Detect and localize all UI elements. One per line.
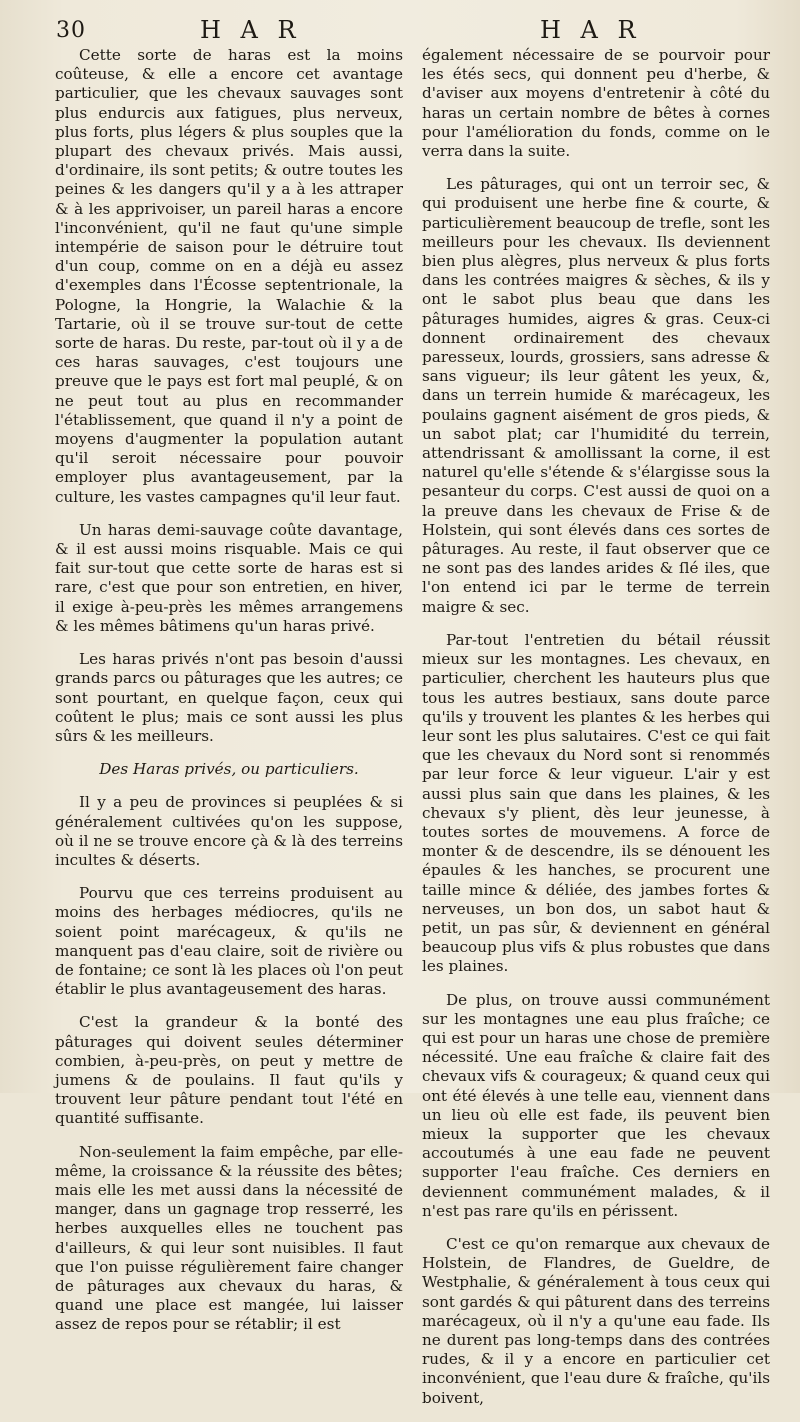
paragraph: également nécessaire de se pourvoir pour les étés secs, qui donnent peu d'herbe, & d'aviser aux moyens d'entretenir à côté du haras un certain nombre de bêtes à cornes pour l'amélioration du fonds, comme on le verra dans la suite. (422, 46, 770, 161)
running-head-right: H A R (540, 16, 642, 44)
paragraph: Non-seulement la faim empêche, par elle-même, la croissance & la réussite des bêtes; mais elle les met aussi dans la nécessité de manger, dans un gagnage trop resserré, les herbes auxquelles elles ne touchent pas d'ailleurs, & qui leur sont nuisibles. Il faut que l'on puisse régulièrement faire changer de pâturages aux chevaux du haras, & quand une place est mangée, lui laisser assez de repos pour se rétablir; il est (55, 1142, 403, 1334)
paragraph: Pourvu que ces terreins produisent au moins des herbages médiocres, qu'ils ne soient point marécageux, & qu'ils ne manquent pas d'eau claire, soit de rivière ou de fontaine; ce sont là les places où l'on peut établir le plus avantageusement des haras. (55, 884, 403, 999)
paragraph: C'est ce qu'on remarque aux chevaux de Holstein, de Flandres, de Gueldre, de Westphalie, & généralement à tous ceux qui sont gardés & qui pâturent dans des terreins marécageux, où il n'y a qu'une eau fade. Ils ne durent pas long-temps dans des contrées rudes, & il y a encore en particulier cet inconvénient, que l'eau dure & fraîche, qu'ils boivent, (422, 1234, 770, 1407)
paragraph: Il y a peu de provinces si peuplées & si généralement cultivées qu'on les suppose, où il ne se trouve encore çà & là des terreins incultes & déserts. (55, 793, 403, 869)
page-number: 30 (56, 18, 86, 43)
right-column (422, 46, 770, 1422)
running-head-left: H A R (200, 16, 302, 44)
paragraph: Les pâturages, qui ont un terroir sec, & qui produisent une herbe fine & courte, & particulièrement beaucoup de trefle, sont les meilleurs pour les chevaux. Ils deviennent bien plus alègres, plus nerveux & plus forts dans les contrées maigres & sèches, & ils y ont le sabot plus beau que dans les pâturages humides, aigres & gras. Ceux-ci donnent ordinairement des chevaux paresseux, lourds, grossiers, sans adresse & sans vigueur; ils leur gâtent les yeux, &, dans un terrein humide & marécageux, les poulains gagnent aisément de gros pieds, & un sabot plat; car l'humidité du terrein, attendrissant & amollissant la corne, il est naturel qu'elle s'étende & s'élargisse sous la pesanteur du corps. C'est aussi de quoi on a la preuve dans les chevaux de Frise & de Holstein, qui sont élevés dans ces sortes de pâturages. Au reste, il faut observer que ce ne sont pas des landes arides & ſlé iles, que l'on entend ici par le terme de terrein maigre & sec. (422, 175, 770, 616)
paragraph: C'est la grandeur & la bonté des pâturages qui doivent seules déterminer combien, à-peu-près, on peut y mettre de jumens & de poulains. Il faut qu'ils y trouvent leur pâture pendant tout l'été en quantité suffisante. (55, 1013, 403, 1128)
paragraph: Les haras privés n'ont pas besoin d'aussi grands parcs ou pâturages que les autres; ce sont pourtant, en quelque façon, ceux qui coûtent le plus; mais ce sont aussi les plus sûrs & les meilleurs. (55, 650, 403, 745)
paragraph: Un haras demi-sauvage coûte davantage, & il est aussi moins risquable. Mais ce qui fait sur-tout que cette sorte de haras est si rare, c'est que pour son entretien, en hiver, il exige à-peu-près les mêmes arrangemens & les mêmes bâtimens qu'un haras privé. (55, 520, 403, 635)
paragraph: De plus, on trouve aussi communément sur les montagnes une eau plus fraîche; ce qui est pour un haras une chose de première nécessité. Une eau fraîche & claire fait des chevaux vifs & courageux; & quand ceux qui ont été élevés à une telle eau, viennent dans un lieu où elle est fade, ils peuvent bien mieux la supporter que les chevaux accoutumés à une eau fade ne peuvent supporter l'eau fraîche. Ces derniers en deviennent communément malades, & il n'est pas rare qu'ils en périssent. (422, 990, 770, 1220)
left-column (55, 46, 403, 1349)
page-header (0, 14, 800, 46)
section-heading: Des Haras privés, ou particuliers. (99, 760, 359, 779)
paragraph: Cette sorte de haras est la moins coûteuse, & elle a encore cet avantage particulier, que les chevaux sauvages sont plus endurcis aux fatigues, plus nerveux, plus forts, plus légers & plus souples que la plupart des chevaux privés. Mais aussi, d'ordinaire, ils sont petits; & outre toutes les peines & les dangers qu'il y a à les attraper & à les apprivoiser, un pareil haras a encore l'inconvénient, qu'il ne faut qu'une simple intempérie de saison pour le détruire tout d'un coup, comme on en a déjà eu assez d'exemples dans l'Écosse septentrionale, la Pologne, la Hongrie, la Walachie & la Tartarie, où il se trouve sur-tout de cette sorte de haras. Du reste, par-tout où il y a de ces haras sauvages, c'est toujours une preuve que le pays est fort mal peuplé, & on ne peut tout au plus en recommander l'établissement, que quand il n'y a point de moyens d'augmenter la population autant qu'il seroit nécessaire pour pouvoir employer plus avantageusement, par la culture, les vastes campagnes qu'il leur faut. (55, 46, 403, 506)
paragraph: Par-tout l'entretien du bétail réussit mieux sur les montagnes. Les chevaux, en particulier, cherchent les hauteurs plus que tous les autres bestiaux, sans doute parce qu'ils y trouvent les plantes & les herbes qui leur sont les plus salutaires. C'est ce qui fait que les chevaux du Nord sont si renommés par leur force & leur vigueur. L'air y est aussi plus sain que dans les plaines, & les chevaux s'y plient, dès leur jeunesse, à toutes sortes de mouvemens. A force de monter & de descendre, ils se dénouent les épaules & les hanches, se procurent une taille mince & déliée, des jambes fortes & nerveuses, un bon dos, un sabot haut & petit, un pas sûr, & deviennent en général beaucoup plus vifs & plus robustes que dans les plaines. (422, 630, 770, 976)
